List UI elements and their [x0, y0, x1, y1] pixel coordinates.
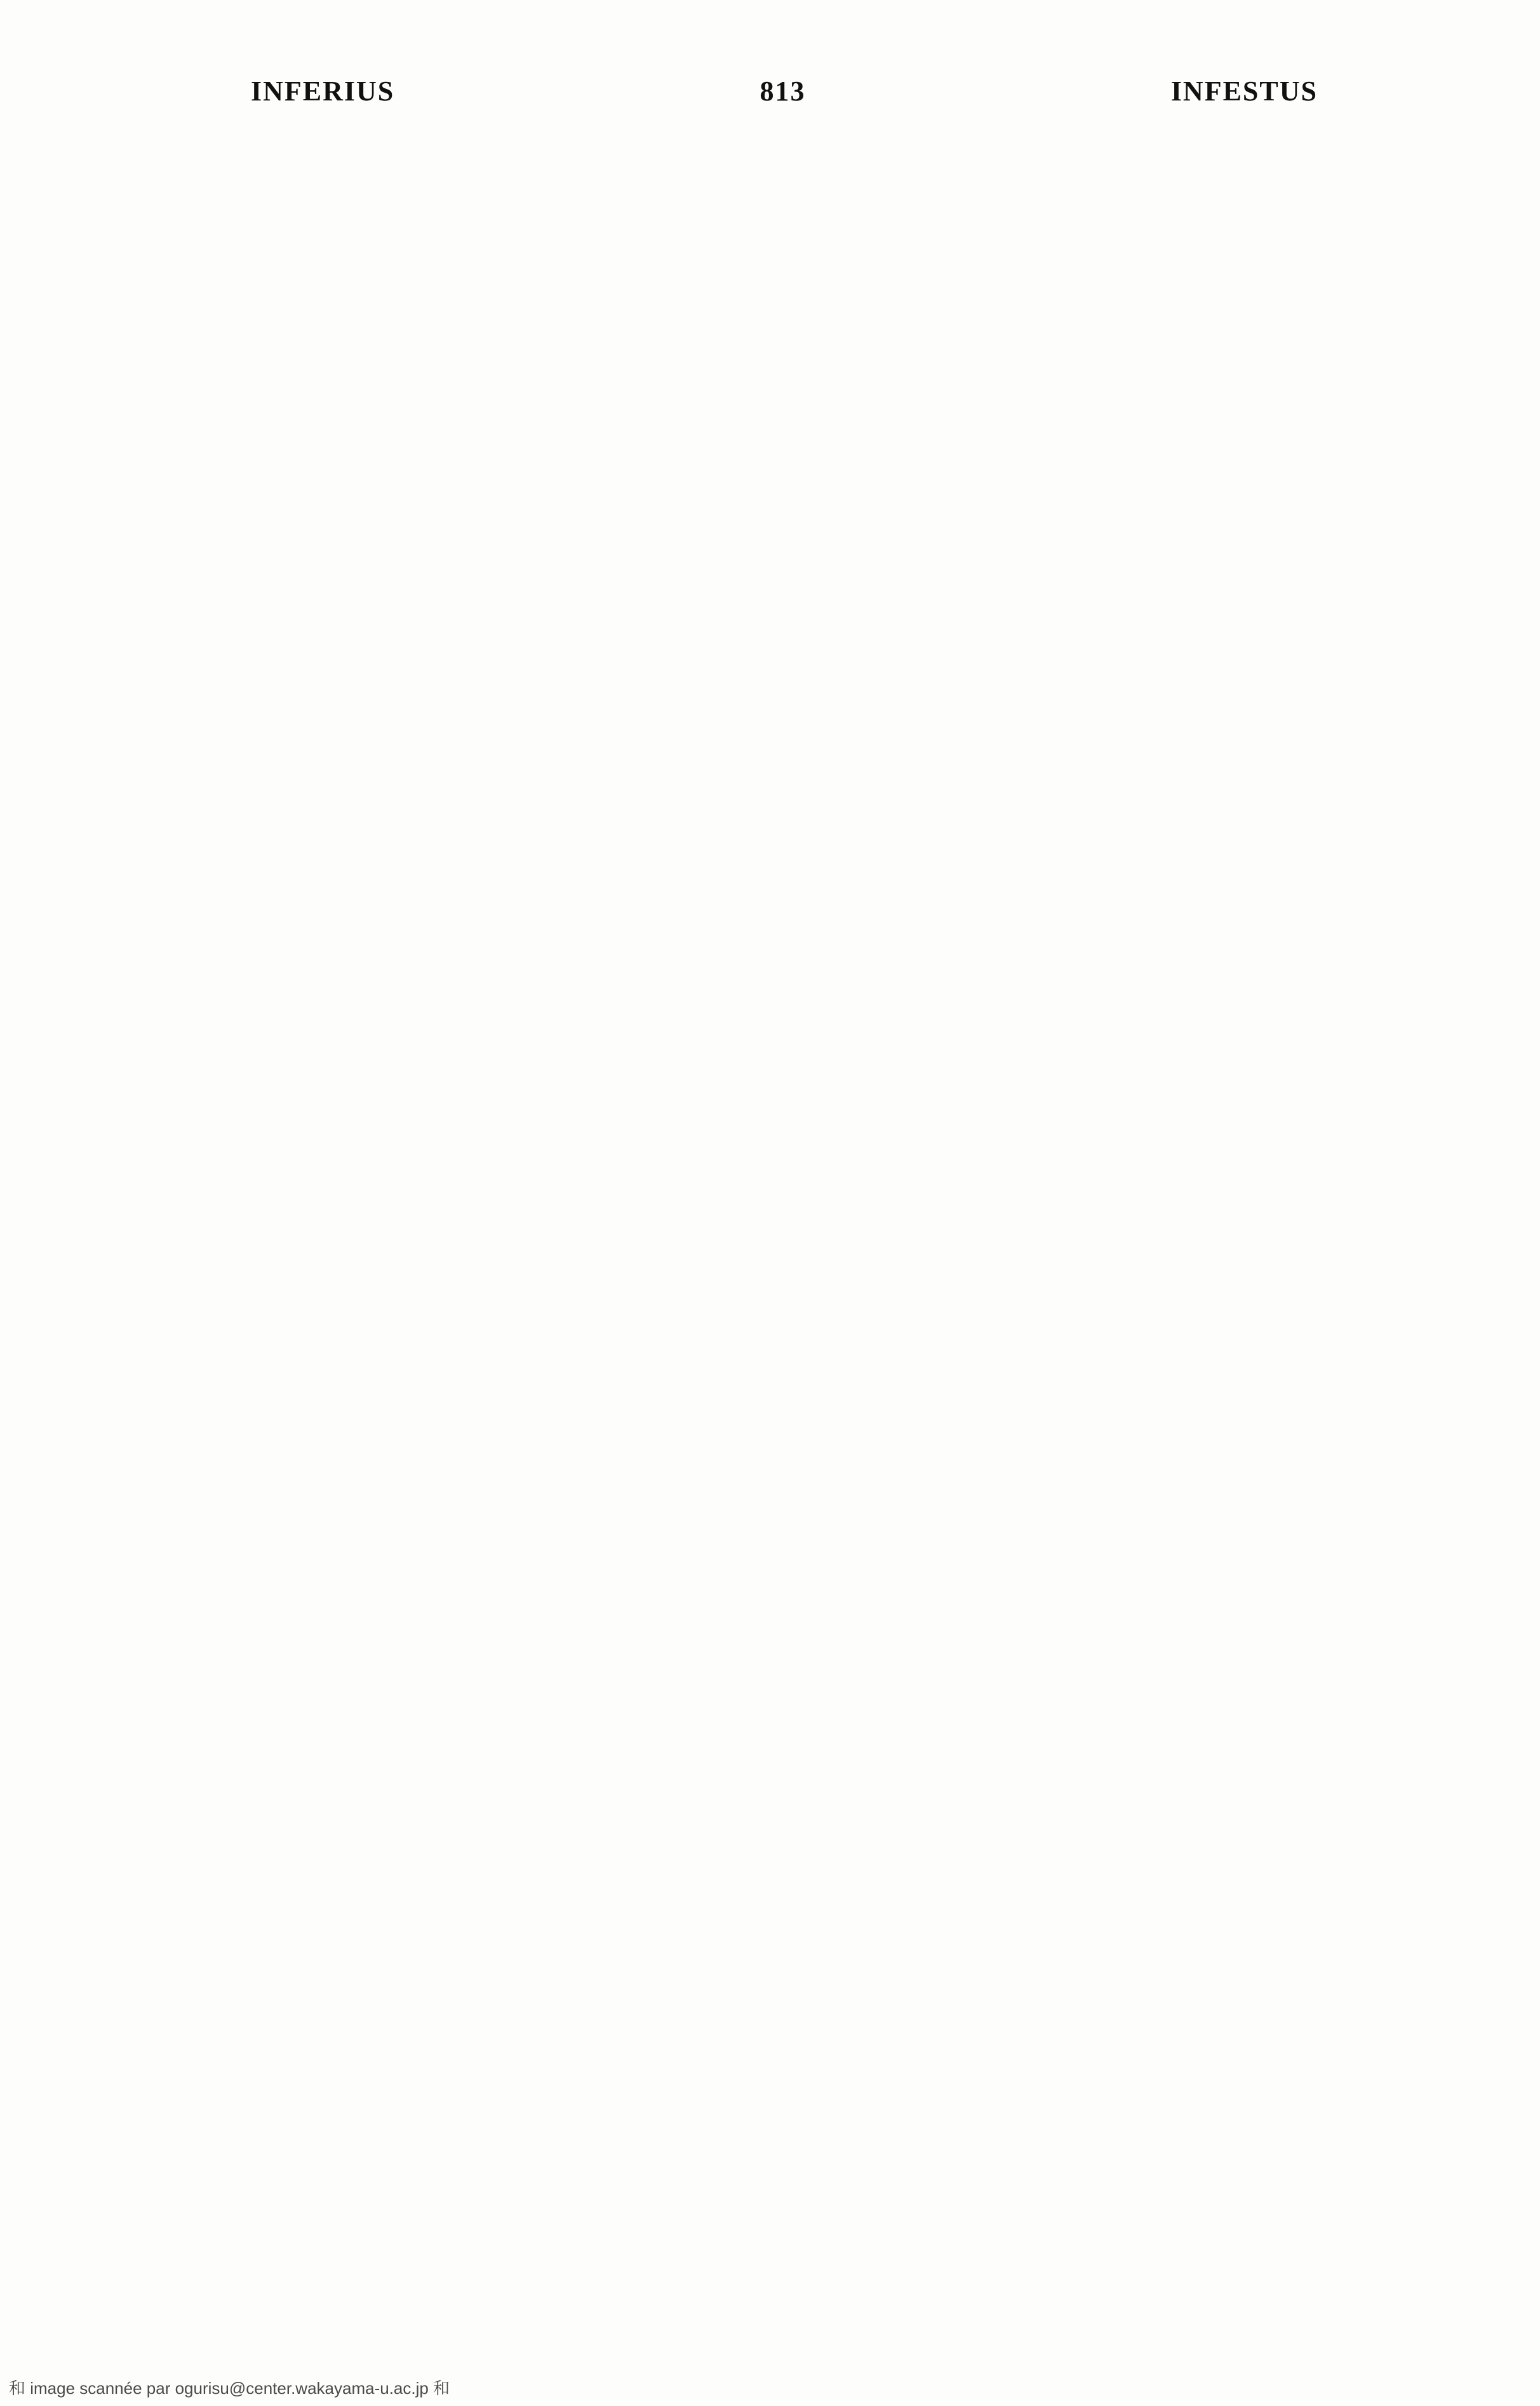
column-1	[108, 130, 530, 2328]
column-3	[1012, 130, 1434, 2328]
running-head-left: INFERIUS	[251, 76, 395, 107]
scan-credit: 和 image scannée par ogurisu@center.wakayama-u.ac.jp 和	[9, 2379, 450, 2398]
page-number: 813	[760, 76, 806, 107]
page-header	[251, 75, 1318, 113]
running-head-right: INFESTUS	[1170, 76, 1318, 107]
column-2	[560, 130, 982, 2328]
text-columns	[108, 130, 1435, 2328]
